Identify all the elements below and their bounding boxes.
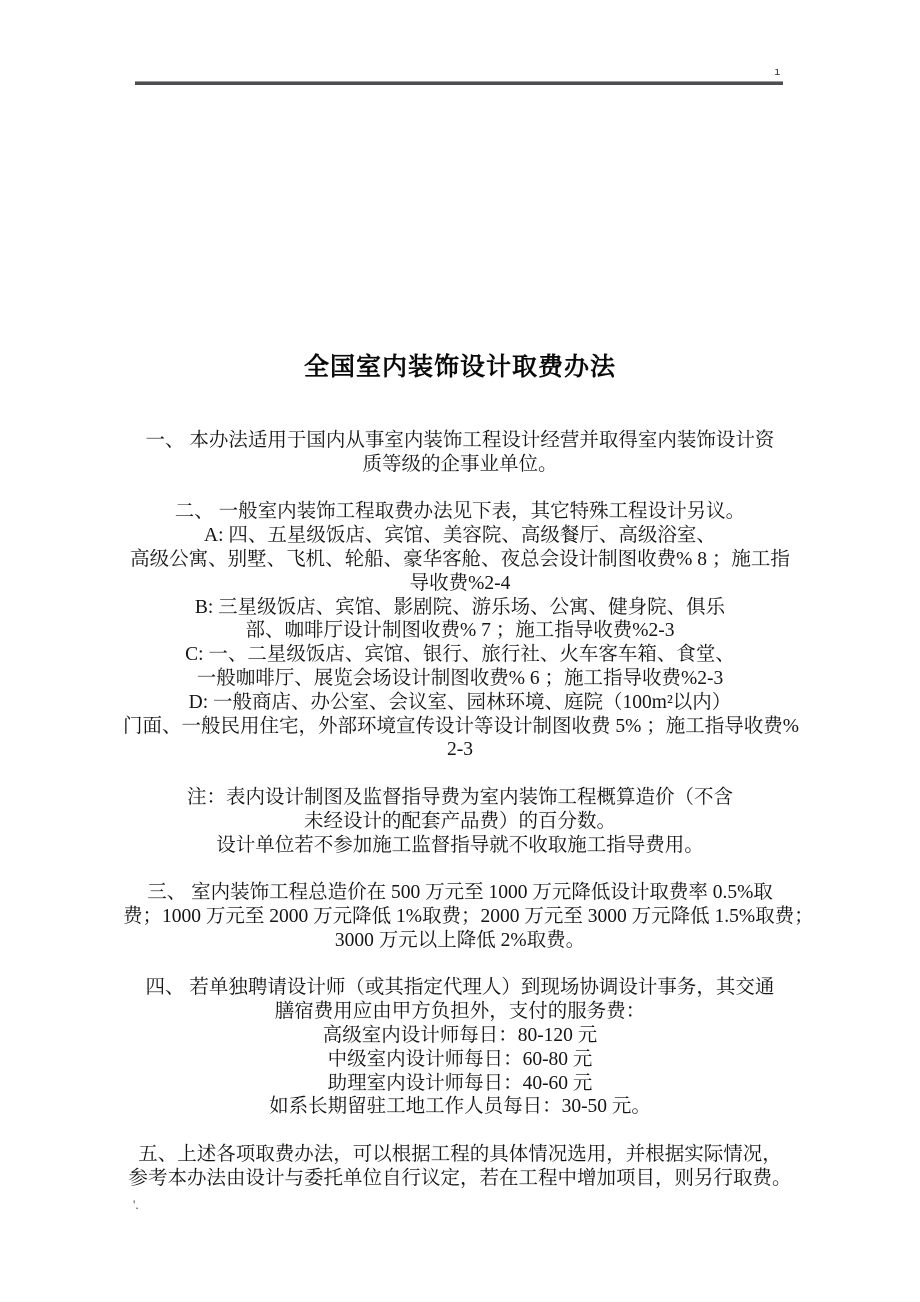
text-line: 高级室内设计师每日：80-120 元: [322, 1024, 598, 1046]
text-line: 导收费%2-4: [409, 572, 511, 594]
text-line: 三、 室内装饰工程总造价在 500 万元至 1000 万元降低设计取费率 0.5%取: [147, 882, 773, 904]
text-line: 3000 万元以上降低 2%取费。: [334, 929, 586, 951]
text-line: 一般咖啡厅、展览会场设计制图收费% 6 ；施工指导收费%2-3: [196, 667, 724, 689]
text-line: 高级公寓、别墅、飞机、轮船、豪华客舱、夜总会设计制图收费% 8 ；施工指: [130, 548, 790, 570]
stray-mark-bottom: '.: [133, 1197, 139, 1212]
paragraph-item-1: [123, 429, 797, 477]
document-content: [123, 351, 814, 1191]
text-line: C: 一、二星级饭店、宾馆、银行、旅行社、火车客车箱、食堂、: [185, 644, 735, 666]
paragraph-note: [123, 786, 797, 857]
text-line: 二、 一般室内装饰工程取费办法见下表，其它特殊工程设计另议。: [174, 501, 746, 523]
paragraph-item-2: [123, 500, 797, 762]
text-line: 四、 若单独聘请设计师（或其指定代理人）到现场协调设计事务，其交通: [145, 977, 775, 999]
header-rule: [135, 81, 783, 85]
document-body: [123, 429, 814, 1191]
text-line: 参考本办法由设计与委托单位自行议定，若在工程中增加项目，则另行取费。: [128, 1167, 792, 1189]
text-line: 门面、一般民用住宅，外部环境宣传设计等设计制图收费 5% ；施工指导收费%: [123, 715, 799, 737]
stray-mark-top: ı: [774, 65, 781, 78]
text-line: 助理室内设计师每日：40-60 元: [327, 1072, 593, 1094]
text-line: 质等级的企事业单位。: [362, 453, 558, 475]
text-line: 未经设计的配套产品费）的百分数。: [303, 810, 616, 832]
text-line: 一、 本办法适用于国内从事室内装饰工程设计经营并取得室内装饰设计资: [145, 430, 775, 451]
text-line: 费；1000 万元至 2000 万元降低 1%取费；2000 万元至 3000 万元降低 1.5%取费；: [123, 905, 814, 927]
paragraph-item-3: [123, 881, 814, 952]
text-line: 注：表内设计制图及监督指导费为室内装饰工程概算造价（不含: [186, 786, 733, 808]
text-line: 中级室内设计师每日：60-80 元: [327, 1048, 593, 1070]
text-line: 膳宿费用应由甲方负担外，支付的服务费：: [274, 1001, 646, 1023]
text-line: B: 三星级饭店、宾馆、影剧院、游乐场、公寓、健身院、俱乐: [194, 596, 726, 618]
document-title: 全国室内装饰设计取费办法: [303, 354, 616, 381]
text-line: 设计单位若不参加施工监督指导就不收取施工指导费用。: [216, 834, 704, 856]
text-line: D: 一般商店、办公室、会议室、园林环境、庭院（100m²以内）: [188, 691, 732, 713]
text-line: 如系长期留驻工地工作人员每日：30-50 元。: [269, 1096, 651, 1118]
text-line: 2-3: [447, 739, 473, 761]
paragraph-item-4: [123, 976, 797, 1119]
paragraph-item-5: [123, 1143, 797, 1191]
text-line: 部、咖啡厅设计制图收费% 7 ；施工指导收费%2-3: [245, 620, 675, 642]
text-line: 五、上述各项取费办法，可以根据工程的具体情况选用，并根据实际情况，: [138, 1143, 782, 1165]
text-line: A: 四、五星级饭店、宾馆、美容院、高级餐厅、高级浴室、: [204, 525, 716, 547]
